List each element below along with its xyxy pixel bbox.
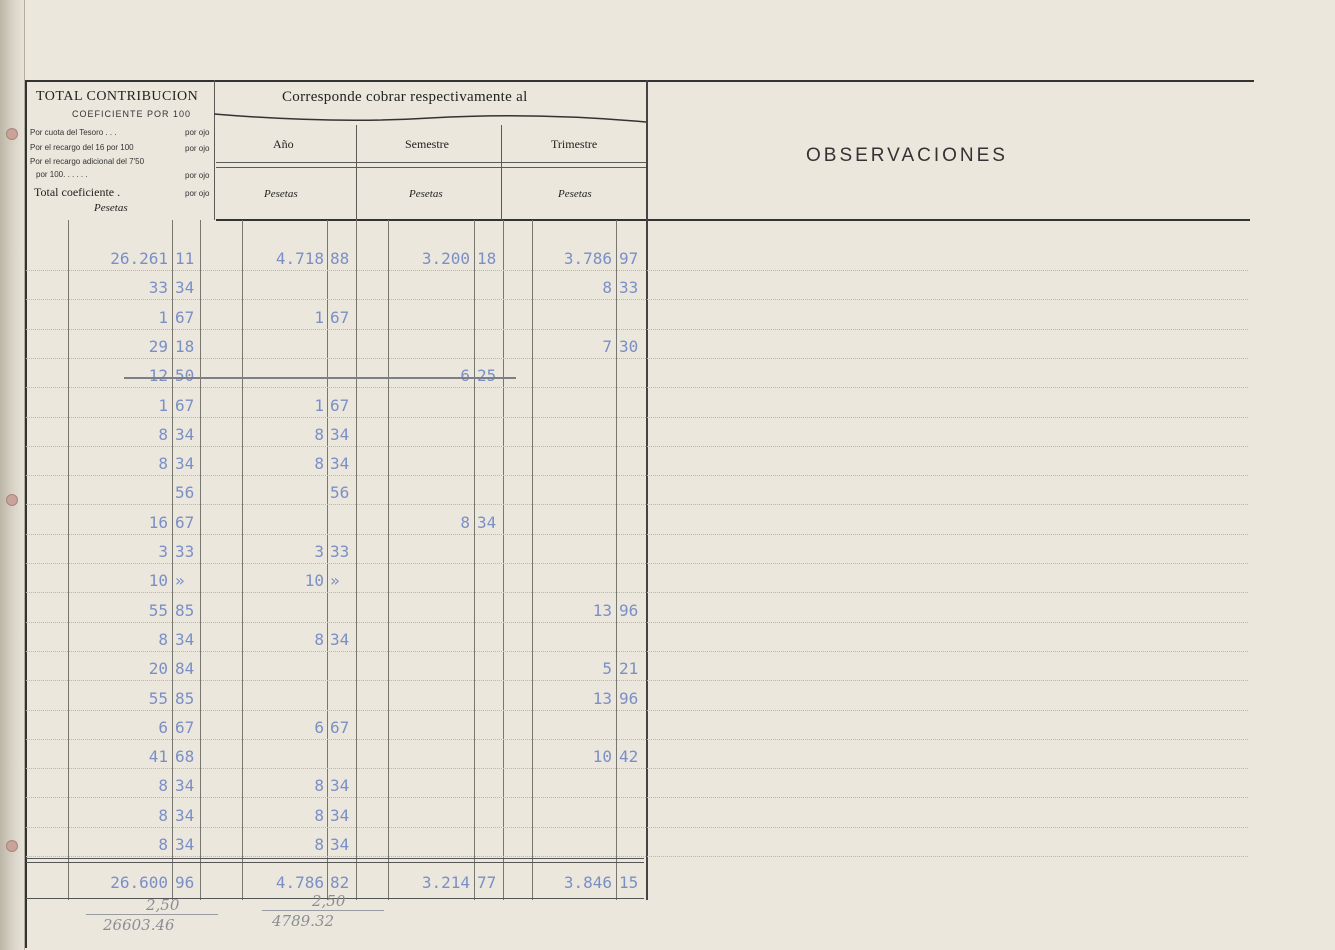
- total-pesetas: 8: [158, 630, 168, 649]
- row-rule: [26, 504, 1248, 505]
- trimestre-total-centimos: 15: [619, 873, 639, 892]
- header-rule: [216, 162, 646, 163]
- row-rule: [26, 592, 1248, 593]
- total-pesetas: 55: [148, 689, 168, 708]
- por-ojo-label: por ojo: [185, 189, 210, 198]
- total-centimos: 67: [175, 513, 195, 532]
- total-pesetas: 26.261: [110, 249, 168, 268]
- column-line: [503, 220, 504, 900]
- por-ojo-label: por ojo: [185, 171, 210, 180]
- row-rule: [26, 827, 1248, 828]
- binding-hole: [6, 494, 18, 506]
- total-centimos: 56: [175, 483, 195, 502]
- binding-hole: [6, 840, 18, 852]
- ano-pesetas: 10: [304, 571, 324, 590]
- recargo-adicional-label-cont: por 100. . . . . .: [36, 170, 88, 179]
- header-rule: [216, 167, 646, 168]
- por-ojo-label: por ojo: [185, 144, 210, 153]
- total-contribucion-title: TOTAL CONTRIBUCION: [36, 89, 199, 104]
- ano-pesetas: 8: [314, 835, 324, 854]
- ano-centimos: 34: [330, 425, 350, 444]
- total-pesetas: 20: [148, 659, 168, 678]
- trimestre-pesetas: 13: [592, 689, 612, 708]
- total-pesetas: 8: [158, 806, 168, 825]
- row-rule: [26, 417, 1248, 418]
- header-divider: [501, 125, 502, 220]
- trimestre-centimos: 96: [619, 689, 639, 708]
- pesetas-label: Pesetas: [409, 188, 443, 200]
- column-line: [200, 220, 201, 900]
- row-rule: [26, 329, 1248, 330]
- total-pesetas: 1: [158, 396, 168, 415]
- recargo-16-label: Por el recargo del 16 por 100: [30, 143, 134, 152]
- total-centimos: 18: [175, 337, 195, 356]
- pencil-note: 4789.32: [272, 912, 335, 930]
- ano-centimos: 34: [330, 454, 350, 473]
- ano-total-centimos: 82: [330, 873, 350, 892]
- total-centimos: 84: [175, 659, 195, 678]
- pencil-note: 2,50: [146, 896, 180, 914]
- total-rule: [26, 862, 644, 863]
- semestre-total-pesetas: 3.214: [421, 873, 470, 892]
- header-divider: [214, 80, 215, 220]
- trimestre-centimos: 42: [619, 747, 639, 766]
- row-rule: [26, 739, 1248, 740]
- trimestre-total-pesetas: 3.846: [563, 873, 612, 892]
- total-centimos: 34: [175, 425, 195, 444]
- semestre-total-centimos: 77: [477, 873, 497, 892]
- ano-pesetas: 8: [314, 806, 324, 825]
- total-centimos: 67: [175, 308, 195, 327]
- ano-pesetas: 6: [314, 718, 324, 737]
- column-line: [616, 220, 617, 900]
- total-centimos: 67: [175, 718, 195, 737]
- semestre-centimos: 25: [477, 366, 497, 385]
- ano-centimos: 56: [330, 483, 350, 502]
- total-rule: [26, 858, 644, 859]
- total-centimos: 34: [175, 835, 195, 854]
- row-rule: [26, 534, 1248, 535]
- semestre-pesetas: 3.200: [421, 249, 470, 268]
- decorative-flourish: [214, 110, 646, 124]
- por-ojo-label: por ojo: [185, 128, 210, 137]
- ano-pesetas: 8: [314, 776, 324, 795]
- ano-centimos: 67: [330, 396, 350, 415]
- total-pesetas: 26.600: [110, 873, 168, 892]
- left-border: [25, 80, 27, 948]
- total-coeficiente-label: Total coeficiente .: [34, 185, 121, 199]
- total-pesetas: 8: [158, 454, 168, 473]
- ano-centimos: 88: [330, 249, 350, 268]
- total-centimos: 34: [175, 630, 195, 649]
- column-line: [356, 220, 357, 900]
- total-centimos: 11: [175, 249, 195, 268]
- total-pesetas: 33: [148, 278, 168, 297]
- trimestre-column-header: Trimestre: [551, 137, 598, 151]
- row-rule: [26, 358, 1248, 359]
- ano-centimos: 67: [330, 308, 350, 327]
- trimestre-pesetas: 13: [592, 601, 612, 620]
- total-centimos: 85: [175, 601, 195, 620]
- total-pesetas: 8: [158, 776, 168, 795]
- ano-pesetas: 8: [314, 454, 324, 473]
- pencil-underline: [262, 910, 384, 911]
- row-rule: [26, 651, 1248, 652]
- book-binding: [0, 0, 25, 950]
- ano-pesetas: 1: [314, 308, 324, 327]
- pesetas-label: Pesetas: [94, 202, 128, 214]
- semestre-pesetas: 8: [460, 513, 470, 532]
- ano-centimos: 34: [330, 776, 350, 795]
- observaciones-divider: [646, 80, 648, 900]
- trimestre-pesetas: 8: [602, 278, 612, 297]
- total-pesetas: 29: [148, 337, 168, 356]
- trimestre-pesetas: 7: [602, 337, 612, 356]
- total-centimos: 34: [175, 776, 195, 795]
- pesetas-label: Pesetas: [558, 188, 592, 200]
- semestre-centimos: 34: [477, 513, 497, 532]
- total-centimos: 34: [175, 806, 195, 825]
- total-pesetas: 10: [148, 571, 168, 590]
- ano-pesetas: 8: [314, 630, 324, 649]
- row-rule: [26, 563, 1248, 564]
- total-centimos: 34: [175, 454, 195, 473]
- ano-pesetas: 1: [314, 396, 324, 415]
- column-line: [532, 220, 533, 900]
- ano-total-pesetas: 4.786: [275, 873, 324, 892]
- column-line: [68, 220, 69, 900]
- total-centimos: 50: [175, 366, 195, 385]
- ano-centimos: 34: [330, 806, 350, 825]
- row-rule: [26, 622, 1248, 623]
- total-pesetas: 3: [158, 542, 168, 561]
- trimestre-pesetas: 10: [592, 747, 612, 766]
- row-rule: [26, 680, 1248, 681]
- column-line: [242, 220, 243, 900]
- semestre-column-header: Semestre: [405, 137, 449, 151]
- pesetas-label: Pesetas: [264, 188, 298, 200]
- total-centimos: »: [175, 571, 185, 590]
- header-divider: [356, 125, 357, 220]
- pencil-note: 2,50: [312, 892, 346, 910]
- ano-centimos: »: [330, 571, 340, 590]
- coeficiente-title: COEFICIENTE POR 100: [72, 109, 192, 119]
- top-border: [26, 80, 1254, 82]
- row-rule: [26, 299, 1248, 300]
- row-rule: [26, 797, 1248, 798]
- total-pesetas: 55: [148, 601, 168, 620]
- binding-hole: [6, 128, 18, 140]
- ano-centimos: 34: [330, 630, 350, 649]
- ano-pesetas: 8: [314, 425, 324, 444]
- column-line: [388, 220, 389, 900]
- semestre-centimos: 18: [477, 249, 497, 268]
- trimestre-centimos: 30: [619, 337, 639, 356]
- total-centimos: 34: [175, 278, 195, 297]
- total-centimos: 67: [175, 396, 195, 415]
- column-line: [474, 220, 475, 900]
- row-rule: [26, 387, 1248, 388]
- trimestre-centimos: 21: [619, 659, 639, 678]
- column-line: [327, 220, 328, 900]
- total-centimos: 33: [175, 542, 195, 561]
- row-rule: [26, 270, 1248, 271]
- total-pesetas: 6: [158, 718, 168, 737]
- cuota-tesoro-label: Por cuota del Tesoro . . .: [30, 128, 117, 137]
- ano-pesetas: 4.718: [275, 249, 324, 268]
- ano-centimos: 34: [330, 835, 350, 854]
- column-line: [172, 220, 173, 900]
- recargo-adicional-label: Por el recargo adicional del 7'50: [30, 157, 145, 166]
- total-pesetas: 41: [148, 747, 168, 766]
- total-pesetas: 1: [158, 308, 168, 327]
- ano-centimos: 33: [330, 542, 350, 561]
- total-pesetas: 12: [148, 366, 168, 385]
- row-rule: [26, 768, 1248, 769]
- trimestre-centimos: 97: [619, 249, 639, 268]
- total-pesetas: 8: [158, 835, 168, 854]
- row-rule: [26, 856, 1248, 857]
- ano-column-header: Año: [273, 137, 294, 151]
- trimestre-centimos: 33: [619, 278, 639, 297]
- ano-pesetas: 3: [314, 542, 324, 561]
- ano-centimos: 67: [330, 718, 350, 737]
- trimestre-centimos: 96: [619, 601, 639, 620]
- header-bottom-border: [216, 219, 1250, 221]
- row-rule: [26, 710, 1248, 711]
- strike-through-line: [124, 377, 516, 379]
- trimestre-pesetas: 5: [602, 659, 612, 678]
- observaciones-header: OBSERVACIONES: [806, 145, 1008, 166]
- row-rule: [26, 475, 1248, 476]
- trimestre-pesetas: 3.786: [563, 249, 612, 268]
- total-pesetas: 16: [148, 513, 168, 532]
- row-rule: [26, 446, 1248, 447]
- total-centimos: 96: [175, 873, 195, 892]
- corresponde-title: Corresponde cobrar respectivamente al: [282, 89, 528, 105]
- total-centimos: 68: [175, 747, 195, 766]
- pencil-note: 26603.46: [103, 916, 175, 934]
- pencil-underline: [86, 914, 218, 915]
- semestre-pesetas: 6: [460, 366, 470, 385]
- total-pesetas: 8: [158, 425, 168, 444]
- total-centimos: 85: [175, 689, 195, 708]
